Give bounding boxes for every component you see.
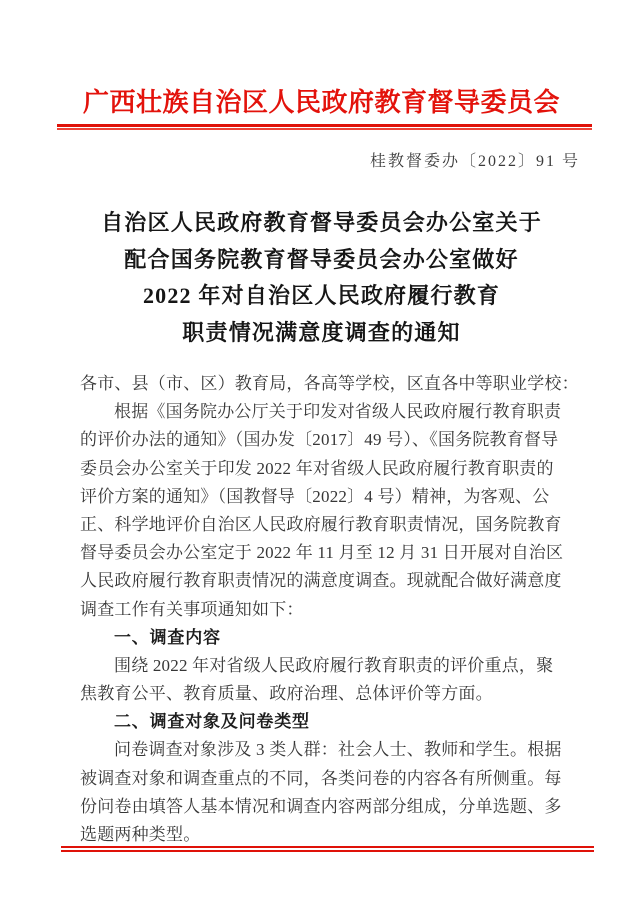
body-line: 督导委员会办公室定于 2022 年 11 月至 12 月 31 日开展对自治区: [80, 543, 564, 563]
body-line: 的评价办法的通知》（国办发〔2017〕49 号）、《国务院教育督导: [80, 430, 559, 450]
notice-title-line: 2022 年对自治区人民政府履行教育: [142, 283, 501, 308]
body-line: 焦教育公平、教育质量、政府治理、总体评价等方面。: [80, 684, 493, 704]
body-line: 围绕 2022 年对省级人民政府履行教育职责的评价重点，聚: [114, 655, 554, 675]
red-divider-top: [57, 124, 592, 130]
body-line: 问卷调查对象涉及 3 类人群：社会人士、教师和学生。根据: [114, 740, 562, 760]
body-line: 份问卷由填答人基本情况和调查内容两部分组成，分单选题、多: [80, 796, 562, 816]
notice-title-line: 配合国务院教育督导委员会办公室做好: [124, 246, 519, 272]
document-number: 桂教督委办〔2022〕91 号: [369, 153, 580, 170]
body-line: 各市、县（市、区）教育局，各高等学校，区直各中等职业学校：: [80, 374, 579, 393]
notice-title-line: 自治区人民政府教育督导委员会办公室关于: [101, 210, 542, 235]
section-heading: 一、调查内容: [114, 627, 221, 647]
notice-title: [0, 205, 643, 351]
divider-line-thin: [57, 128, 592, 130]
body-line: 正、科学地评价自治区人民政府履行教育职责情况，国务院教育: [80, 514, 562, 534]
body-line: 委员会办公室关于印发 2022 年对省级人民政府履行教育职责的: [80, 458, 554, 478]
letterhead-title: 广西壮族自治区人民政府教育督导委员会: [82, 88, 560, 117]
red-divider-bottom: [61, 846, 594, 852]
body-line: 选题两种类型。: [80, 825, 201, 844]
body-line: 人民政府履行教育职责情况的满意度调查。现就配合做好满意度: [80, 571, 562, 591]
divider-line-bottom: [61, 850, 594, 852]
body-line: 调查工作有关事项通知如下：: [80, 599, 304, 619]
body-line: 根据《国务院办公厅关于印发对省级人民政府履行教育职责: [114, 402, 562, 422]
body-text: [80, 370, 586, 849]
body-line: 评价方案的通知》（国教督导〔2022〕4 号）精神，为客观、公: [80, 486, 550, 506]
section-heading: 二、调查对象及问卷类型: [114, 712, 310, 732]
body-line: 被调查对象和调查重点的不同，各类问卷的内容各有所侧重。每: [80, 768, 562, 788]
notice-title-line: 职责情况满意度调查的通知: [182, 319, 461, 345]
